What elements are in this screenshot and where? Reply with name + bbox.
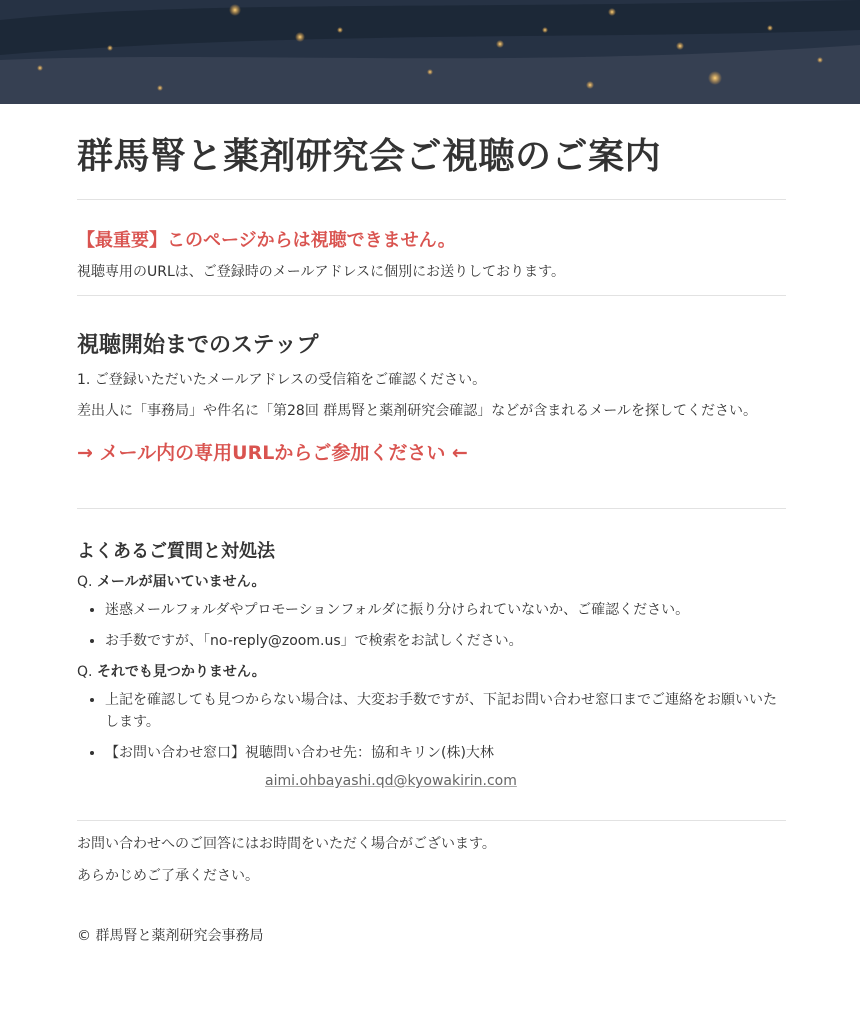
hero-banner-image [0,0,860,104]
question-text: メールが届いていません。 [96,574,266,590]
list-item: • 【お問い合わせ窓口】視聴問い合わせ先：協和キリン(株)大林 [105,742,786,764]
list-item: • 迷惑メールフォルダやプロモーションフォルダに振り分けられていないか、ご確認ください。 [105,599,786,621]
faq-question-1 [77,571,786,591]
faq-heading: よくあるご質問と対処法 [77,541,275,562]
faq-question-2 [77,661,786,681]
list-item: • 上記を確認しても見つからない場合は、大変お手数ですが、下記お問い合わせ窓口までご連絡をお願いいたします。 [105,689,786,733]
steps-heading: 視聴開始までのステップ [77,333,319,358]
step-1-detail: 差出人に「事務局」や件名に「第28回 群馬腎と薬剤研究会確認」などが含まれるメールを探してください。 [77,403,757,419]
response-note-line-1: お問い合わせへのご回答にはお時間をいただく場合がございます。 [77,836,496,852]
important-notice [77,200,786,296]
join-via-url-callout: → メール内の専用URLからご参加ください ← [77,442,468,464]
question-prefix: Q. [77,664,93,680]
response-note [77,821,786,887]
page-title: 群馬腎と薬剤研究会ご視聴のご案内 [77,104,786,200]
earth-night-lights-image [0,0,860,104]
main-content [77,104,786,945]
faq-answer-list-2 [77,689,786,764]
question-text: それでも見つかりません。 [96,664,266,680]
question-prefix: Q. [77,574,93,590]
viewing-steps-section [77,296,786,509]
notice-text: 視聴専用のURLは、ご登録時のメールアドレスに個別にお送りしております。 [77,264,565,280]
faq-section [77,509,786,821]
list-item: • お手数ですが、「no-reply@zoom.us」で検索をお試しください。 [105,630,786,652]
faq-answer-list-1 [77,599,786,652]
notice-title: 【最重要】このページからは視聴できません。 [77,230,456,251]
contact-email-link[interactable]: aimi.ohbayashi.qd@kyowakirin.com [265,773,517,789]
step-1-text: 1. ご登録いただいたメールアドレスの受信箱をご確認ください。 [77,372,487,388]
footer-copyright: © 群馬腎と薬剤研究会事務局 [77,928,264,944]
response-note-line-2: あらかじめご了承ください。 [77,868,259,884]
